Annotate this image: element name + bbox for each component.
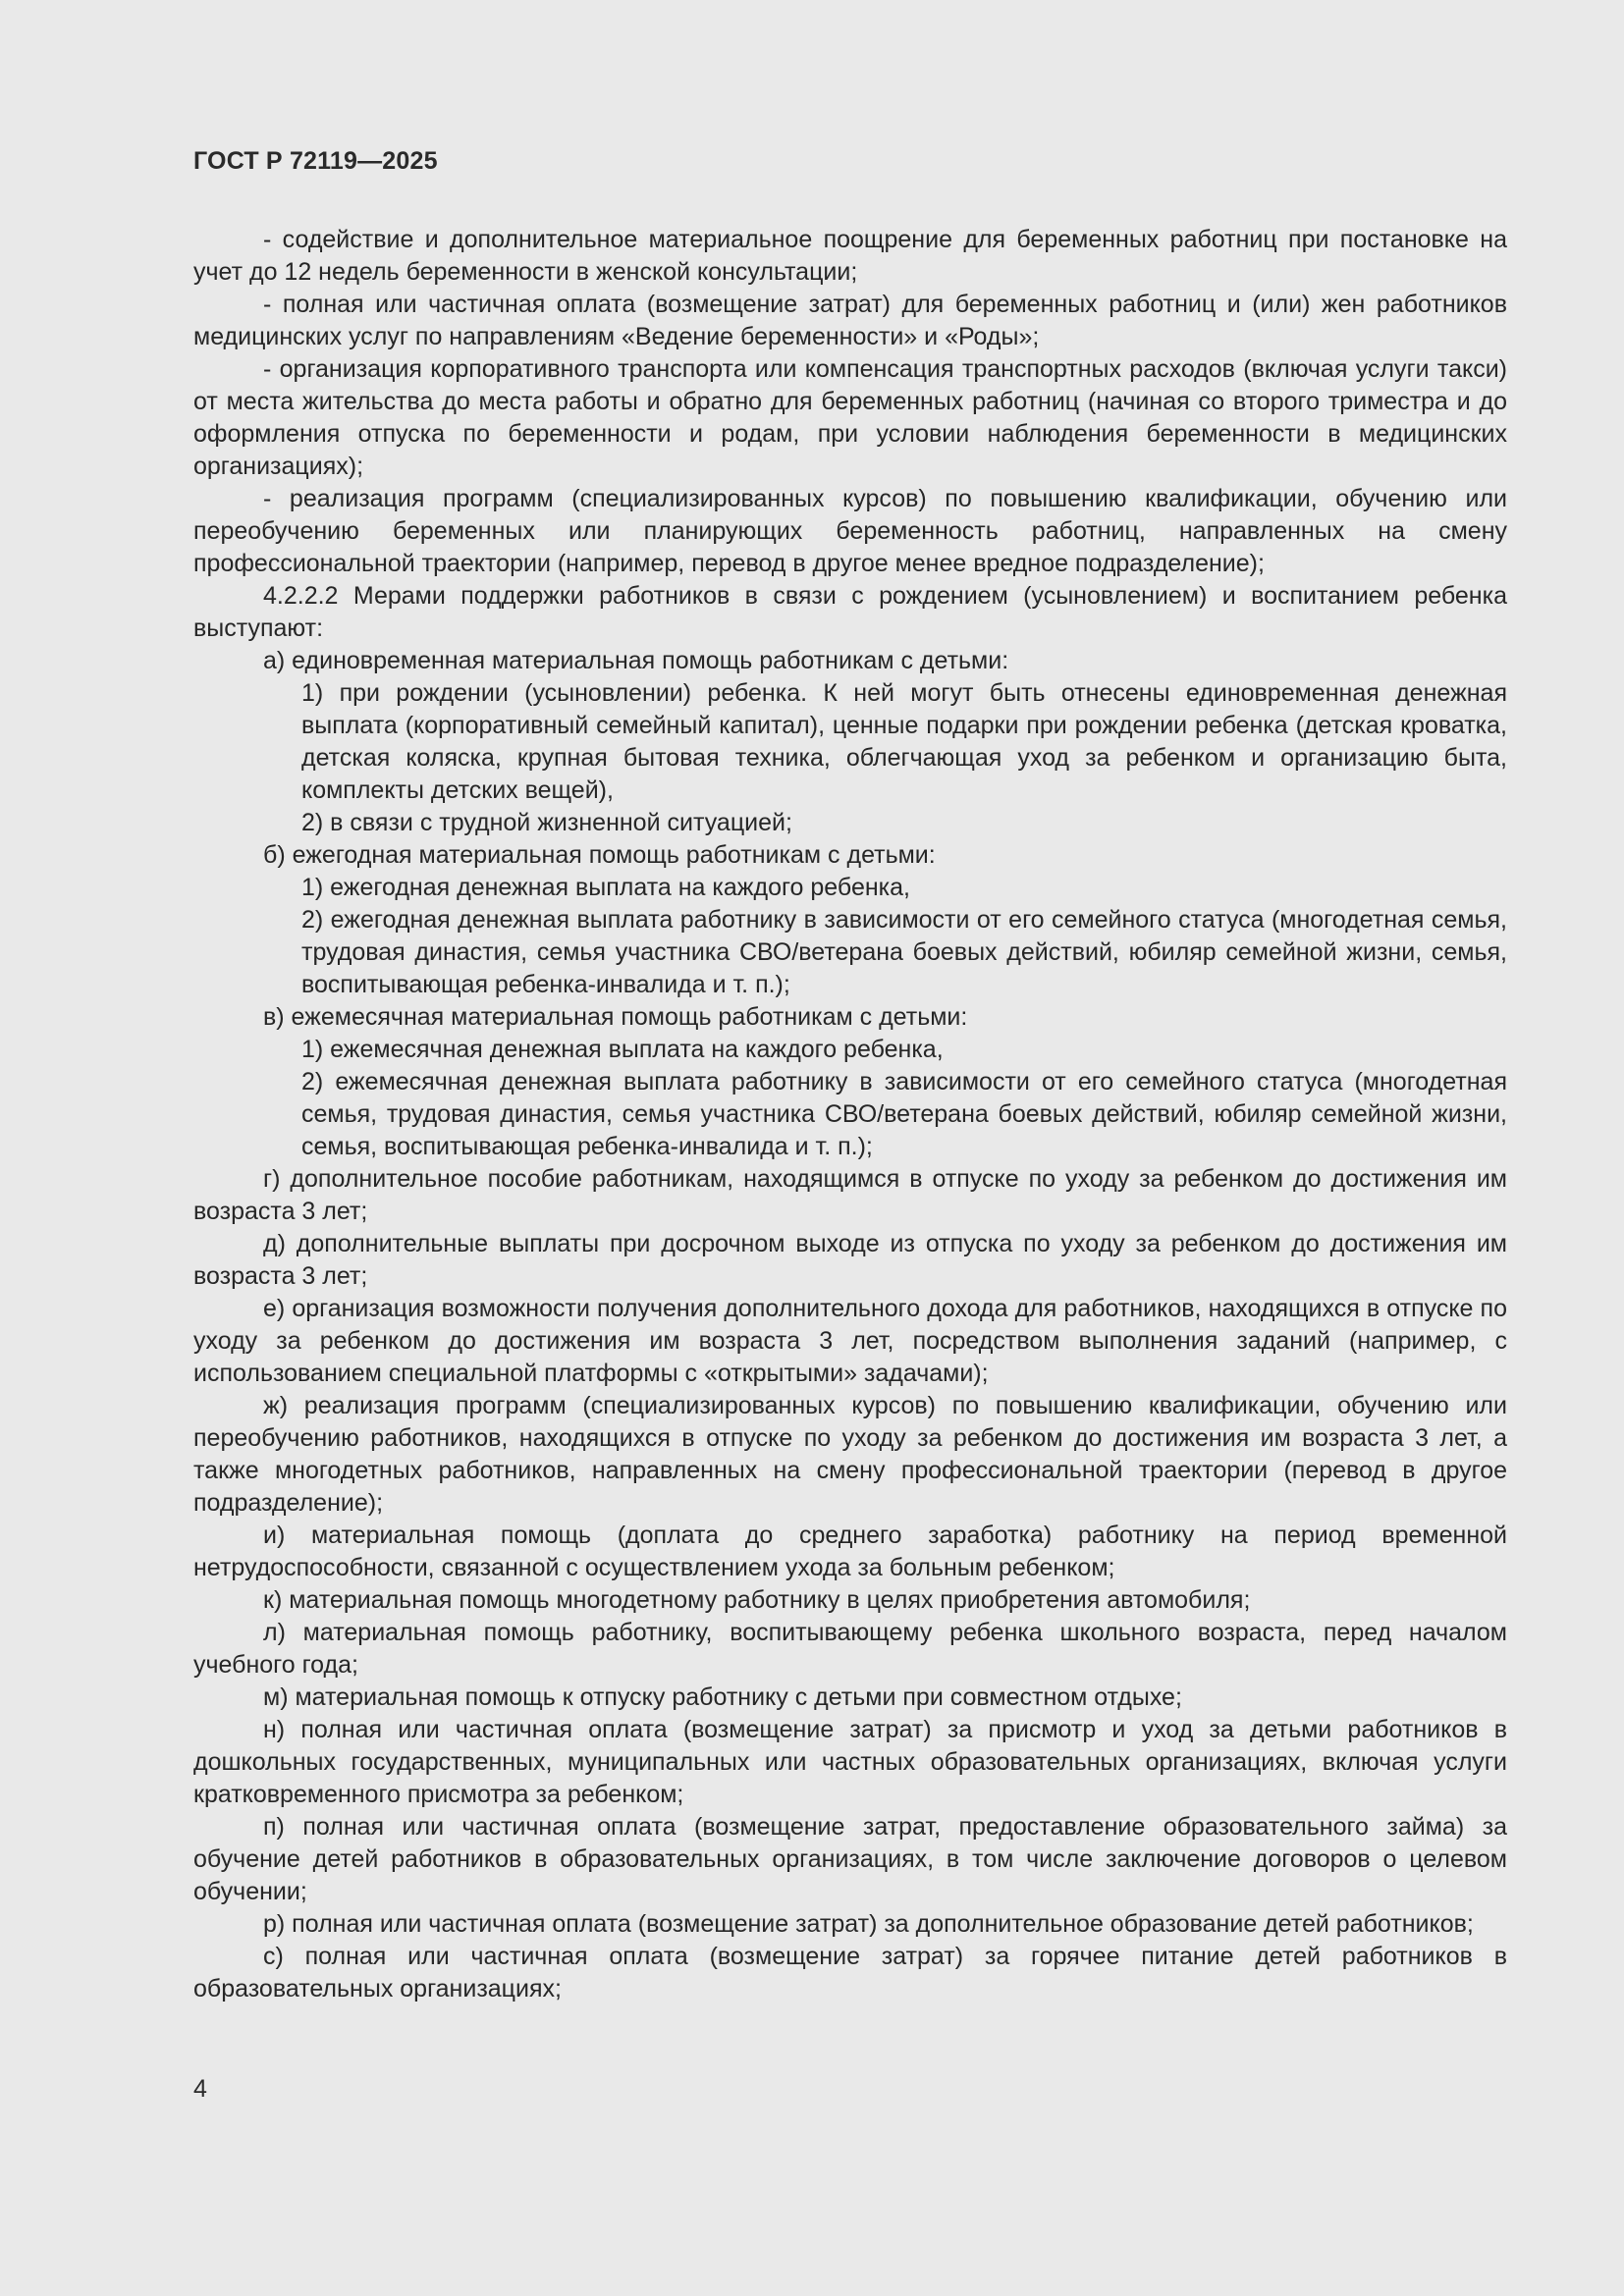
paragraph-bullet-3: - организация корпоративного транспорта или компенсация транспортных расходов (включая услуги такси) от места жительства до места работы и обратно для беременных работниц (начиная со второго триместра и до оформления отпуска по беременности и родам, при условии наблюдения беременности в медицинских организациях);	[193, 355, 1507, 480]
list-item-l: л) материальная помощь работнику, воспитывающему ребенка школьного возраста, перед началом учебного года;	[193, 1619, 1507, 1679]
list-item-v: в) ежемесячная материальная помощь работникам с детьми:	[263, 1003, 968, 1031]
section-4-2-2-2: 4.2.2.2 Мерами поддержки работников в связи с рождением (усыновлением) и воспитанием ребенка выступают:	[193, 582, 1507, 642]
paragraph-bullet-4: - реализация программ (специализированных курсов) по повышению квалификации, обучению или переобучению беременных или планирующих беременность работниц, направленных на смену профессиональной траектории (например, перевод в другое менее вредное подразделение);	[193, 485, 1507, 577]
list-item-a-2: 2) в связи с трудной жизненной ситуацией;	[301, 809, 792, 836]
list-item-zh: ж) реализация программ (специализированных курсов) по повышению квалификации, обучению или переобучению работников, находящихся в отпуске по уходу за ребенком до достижения им возраста 3 лет, а также многодетных работников, направленных на смену профессиональной траектории (перевод в другое подразделение);	[193, 1392, 1507, 1517]
list-item-b-1: 1) ежегодная денежная выплата на каждого ребенка,	[301, 874, 911, 901]
list-item-b: б) ежегодная материальная помощь работникам с детьми:	[263, 841, 936, 869]
list-item-a-1: 1) при рождении (усыновлении) ребенка. К ней могут быть отнесены единовременная денежная выплата (корпоративный семейный капитал), ценные подарки при рождении ребенка (детская кроватка, детская коляска, крупная бытовая техника, облегчающая уход за ребенком и организацию быта, комплекты детских вещей),	[301, 679, 1507, 804]
list-item-k: к) материальная помощь многодетному работнику в целях приобретения автомобиля;	[263, 1586, 1251, 1614]
list-item-r: р) полная или частичная оплата (возмещение затрат) за дополнительное образование детей работников;	[263, 1910, 1474, 1938]
list-item-b-2: 2) ежегодная денежная выплата работнику в зависимости от его семейного статуса (многодетная семья, трудовая династия, семья участника СВО/ветерана боевых действий, юбиляр семейной жизни, семья, воспитывающая ребенка-инвалида и т. п.);	[301, 906, 1507, 998]
paragraph-bullet-1: - содействие и дополнительное материальное поощрение для беременных работниц при постановке на учет до 12 недель беременности в женской консультации;	[193, 226, 1507, 286]
list-item-d: д) дополнительные выплаты при досрочном выходе из отпуска по уходу за ребенком до достижения им возраста 3 лет;	[193, 1230, 1507, 1290]
document-body	[193, 224, 1507, 2005]
page-number: 4	[193, 2075, 207, 2103]
document-header: ГОСТ Р 72119—2025	[193, 147, 438, 175]
list-item-e: е) организация возможности получения дополнительного дохода для работников, находящихся в отпуске по уходу за ребенком до достижения им возраста 3 лет, посредством выполнения заданий (например, с использованием специальной платформы с «открытыми» задачами);	[193, 1295, 1507, 1387]
list-item-p: п) полная или частичная оплата (возмещение затрат, предоставление образовательного займа) за обучение детей работников в образовательных организациях, в том числе заключение договоров о целевом обучении;	[193, 1813, 1507, 1905]
list-item-s: с) полная или частичная оплата (возмещение затрат) за горячее питание детей работников в образовательных организациях;	[193, 1943, 1507, 2002]
paragraph-bullet-2: - полная или частичная оплата (возмещение затрат) для беременных работниц и (или) жен работников медицинских услуг по направлениям «Ведение беременности» и «Роды»;	[193, 291, 1507, 350]
list-item-g: г) дополнительное пособие работникам, находящимся в отпуске по уходу за ребенком до достижения им возраста 3 лет;	[193, 1165, 1507, 1225]
list-item-n: н) полная или частичная оплата (возмещение затрат) за присмотр и уход за детьми работников в дошкольных государственных, муниципальных или частных образовательных организациях, включая услуги кратковременного присмотра за ребенком;	[193, 1716, 1507, 1808]
list-item-a: а) единовременная материальная помощь работникам с детьми:	[263, 647, 1009, 674]
list-item-m: м) материальная помощь к отпуску работнику с детьми при совместном отдыхе;	[263, 1683, 1182, 1711]
list-item-v-1: 1) ежемесячная денежная выплата на каждого ребенка,	[301, 1036, 944, 1063]
list-item-v-2: 2) ежемесячная денежная выплата работнику в зависимости от его семейного статуса (многодетная семья, трудовая династия, семья участника СВО/ветерана боевых действий, юбиляр семейной жизни, семья, воспитывающая ребенка-инвалида и т. п.);	[301, 1068, 1507, 1160]
list-item-i: и) материальная помощь (доплата до среднего заработка) работнику на период временной нетрудоспособности, связанной с осуществлением ухода за больным ребенком;	[193, 1522, 1507, 1581]
